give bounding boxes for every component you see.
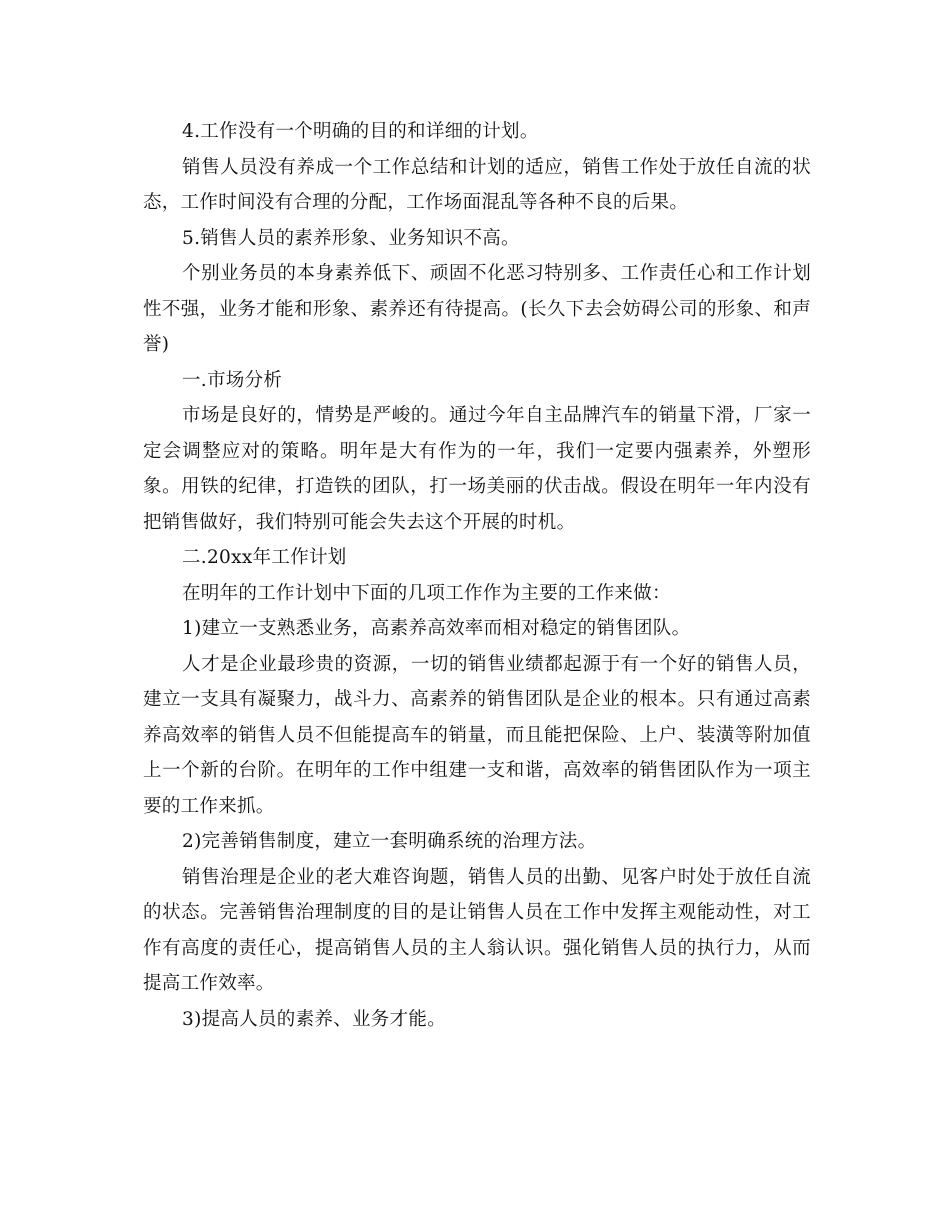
- plan-item-3: 3)提高人员的素养、业务才能。: [182, 1008, 446, 1030]
- body-paragraph: 在明年的工作计划中下面的几项工作作为主要的工作来做：: [182, 582, 671, 604]
- heading-item-5: 5.销售人员的素养形象、业务知识不高。: [182, 227, 520, 249]
- section-heading-work-plan: 二.20xx年工作计划: [182, 547, 347, 568]
- body-paragraph: 销售治理是企业的老大难咨询题，销售人员的出勤、见客户时处于放任自流的状态。完善销售治理制度的目的是让销售人员在工作中发挥主观能动性，对工作有高度的责任心，提高销售人员的主人翁认识。强化销售人员的执行力，从而提高工作效率。: [143, 866, 811, 994]
- plan-item-2: 2)完善销售制度，建立一套明确系统的治理方法。: [182, 831, 597, 852]
- body-paragraph: 销售人员没有养成一个工作总结和计划的适应，销售工作处于放任自流的状态，工作时间没有合理的分配，工作场面混乱等各种不良的后果。: [143, 156, 811, 213]
- body-paragraph: 个别业务员的本身素养低下、顽固不化恶习特别多、工作责任心和工作计划性不强，业务才能和形象、素养还有待提高。(长久下去会妨碍公司的形象、和声誉): [143, 263, 811, 355]
- section-heading-market-analysis: 一.市场分析: [182, 369, 283, 391]
- document-body: [143, 114, 811, 1037]
- body-paragraph: 市场是良好的，情势是严峻的。通过今年自主品牌汽车的销量下滑，厂家一定会调整应对的策略。明年是大有作为的一年，我们一定要内强素养，外塑形象。用铁的纪律，打造铁的团队，打一场美丽的伏击战。假设在明年一年内没有把销售做好，我们特别可能会失去这个开展的时机。: [143, 405, 811, 533]
- body-paragraph: 人才是企业最珍贵的资源，一切的销售业绩都起源于有一个好的销售人员，建立一支具有凝聚力，战斗力、高素养的销售团队是企业的根本。只有通过高素养高效率的销售人员不但能提高车的销量，而且能把保险、上户、装潢等附加值上一个新的台阶。在明年的工作中组建一支和谐，高效率的销售团队作为一项主要的工作来抓。: [143, 653, 811, 817]
- plan-item-1: 1)建立一支熟悉业务，高素养高效率而相对稳定的销售团队。: [182, 618, 691, 639]
- heading-item-4: 4.工作没有一个明确的目的和详细的计划。: [182, 121, 539, 142]
